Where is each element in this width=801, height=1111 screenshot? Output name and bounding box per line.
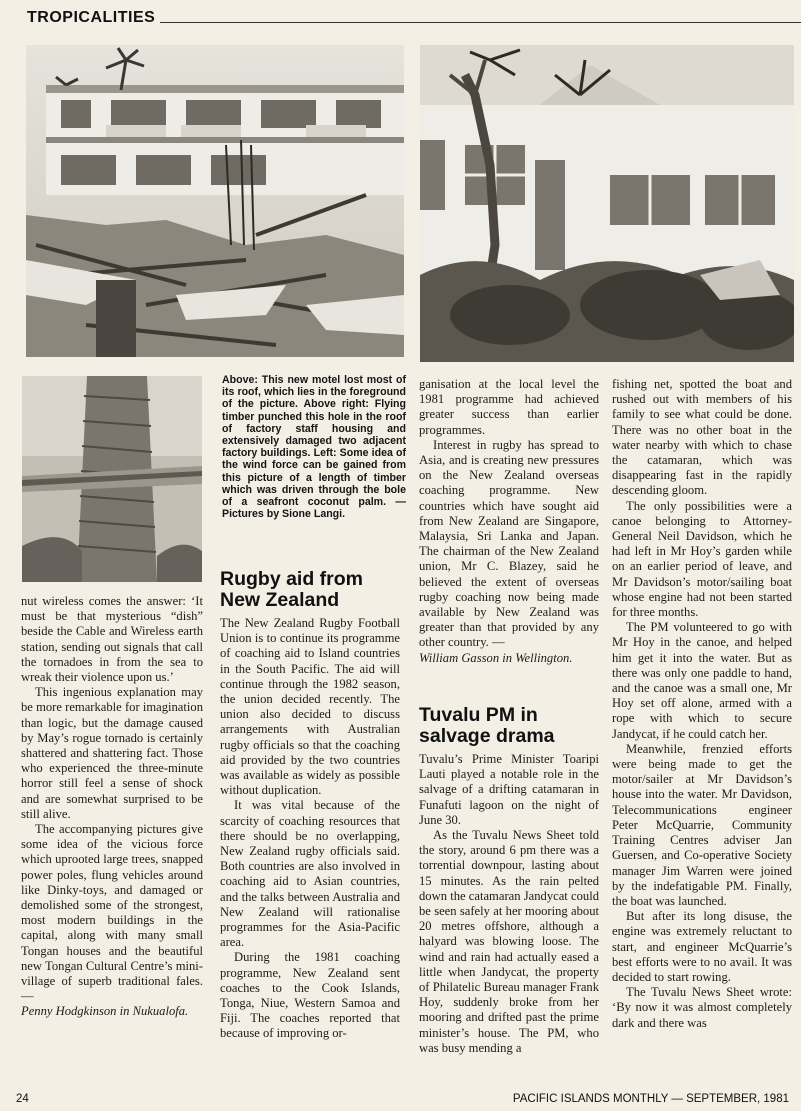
tuvalu-paragraph: The Tuvalu News Sheet wrote: ‘By now it was almost completely dark and there was — [612, 985, 792, 1030]
factory-housing-photo-drawing — [420, 45, 794, 362]
rugby-paragraph: Interest in rugby has spread to Asia, and is creating new pressures on the New Zealand overseas coaching programme. New countries which have sought aid from New Zealand are Singapore, Malaysia, Sri Lanka and Japan. The chairman of the New Zealand union, Mr C. Blazey, said he believed the extent of overseas rugby coaching now being made available by New Zealand was greater than that provided by any other country. — — [419, 437, 599, 650]
tornado-paragraph: nut wireless comes the answer: ‘It must be that mysterious “dish” beside the Cable and Wireless earth station, sending out signals that call the tornadoes in from the sea to wreak their violence upon us.’ — [21, 594, 203, 685]
rugby-paragraph: During the 1981 coaching programme, New Zealand sent coaches to the Cook Islands, Tonga, Niue, Western Samoa and Fiji. The coaches reported that because of improving or- — [220, 950, 400, 1041]
section-title: TROPICALITIES — [27, 9, 156, 26]
tornado-paragraph: This ingenious explanation may be more remarkable for imagination than logic, but the damage caused by May’s rogue tornado is certainly shattered and shattering fact. Those who experienced the three-minute horror still feel a sense of shock and are somewhat surprised to be still alive. — [21, 685, 203, 821]
rugby-article — [220, 616, 400, 1042]
coconut-palm-photo-drawing — [22, 376, 202, 582]
motel-photo — [26, 45, 404, 357]
tuvalu-paragraph: Meanwhile, frenzied efforts were being made to get the motor/sailer at Mr Davidson’s house into the water. Mr Davidson, Telecommunications engineer Peter McQuarrie, Community Training Centres adviser Jan Guersen, and Co-operative Society manager Jim Warren were joined by the indefatigable PM. Finally, the boat was launched. — [612, 741, 792, 908]
tuvalu-article-continued — [612, 377, 792, 1031]
tuvalu-paragraph: fishing net, spotted the boat and rushed out with members of his family to see what could be done. There was no other boat in the water nearby with which to chase the catamaran, which was disappearing fast in the rapidly descending gloom. — [612, 377, 792, 498]
tornado-byline: Penny Hodgkinson in Nukualofa. — [21, 1004, 189, 1019]
factory-housing-photo — [420, 45, 794, 362]
motel-photo-drawing — [26, 45, 404, 357]
tuvalu-headline: Tuvalu PM in salvage drama — [419, 704, 555, 747]
tuvalu-paragraph: As the Tuvalu News Sheet told the story, around 6 pm there was a torrential downpour, lasting about 15 minutes. As the rain pelted down the catamaran Jandycat could be seen safely at her mooring about 20 metres offshore, although a halyard was blowing loose. The wind and rain had actually eased a little when Jandycat, the property of Philatelic Bureau manager Frank Hoy, suddenly broke from her mooring and drifted past the prime minister’s house. The PM, who was busy mending a — [419, 828, 599, 1055]
tuvalu-paragraph: The PM volunteered to go with Mr Hoy in the canoe, and helped him get it into the water. But as there was only one paddle to hand, and the canoe was a small one, Mr Hoy set off alone, armed with a rope with which to secure Jandycat, if he could catch her. — [612, 620, 792, 741]
rugby-byline: William Gasson in Wellington. — [419, 650, 573, 665]
rugby-paragraph: It was vital because of the scarcity of coaching resources that there should be no overlapping, New Zealand rugby officials said. Both countries are also involved in coaching aid to Asian countries, and the talks between Australia and New Zealand will rationalise programmes for the Asia-Pacific area. — [220, 798, 400, 950]
magazine-footer: PACIFIC ISLANDS MONTHLY — SEPTEMBER, 1981 — [512, 1093, 789, 1105]
coconut-palm-photo — [22, 376, 202, 582]
tuvalu-paragraph: The only possibilities were a canoe belonging to Attorney-General Neil Davidson, which he had left in Mr Hoy’s garden while on an earlier period of leave, and Mr Davidson’s motor/sailing boat whose engine had not been started for three months. — [612, 498, 792, 620]
rugby-paragraph: The New Zealand Rugby Football Union is to continue its programme of coaching aid to Island countries in the South Pacific. The aid will continue through the 1982 season, the union decided recently. The union also decided to discuss arrangements with Australian rugby officials so that the coaching aid provided by the two countries was available as widely as possible without duplication. — [220, 616, 400, 798]
rugby-paragraph: ganisation at the local level the 1981 programme had achieved greater success than earlier programmes. — [419, 377, 599, 437]
rugby-article-continued — [419, 377, 599, 666]
tuvalu-article — [419, 752, 599, 1056]
tornado-story-continued — [21, 594, 203, 1020]
tuvalu-paragraph: Tuvalu’s Prime Minister Toaripi Lauti played a notable role in the salvage of a drifting catamaran in Funafuti lagoon on the night of June 30. — [419, 752, 599, 827]
photo-caption: Above: This new motel lost most of its roof, which lies in the foreground of the picture. Above right: Flying timber punched this hole in the roof of factory staff housing and extensively damaged two adjacent factory buildings. Left: Some idea of the wind force can be gained from this picture of a length of timber which was driven through the bole of a seafront coconut palm. — Pictures by Sione Langi. — [222, 374, 406, 521]
page-number: 24 — [16, 1093, 29, 1105]
header-rule — [160, 22, 801, 23]
tornado-paragraph: The accompanying pictures give some idea of the vicious force which uprooted large trees, snapped power poles, flung vehicles around like Dinky-toys, and damaged or demolished some of the strongest, most modern buildings in the capital, along with many small Tongan houses and the beautiful new Tongan Cultural Centre’s mini-village of superb traditional fales. — — [21, 822, 203, 1004]
tuvalu-paragraph: But after its long disuse, the engine was extremely reluctant to start, and engineer McQuarrie’s best efforts were to no avail. It was decided to start rowing. — [612, 909, 792, 984]
rugby-headline: Rugby aid from New Zealand — [220, 568, 364, 611]
